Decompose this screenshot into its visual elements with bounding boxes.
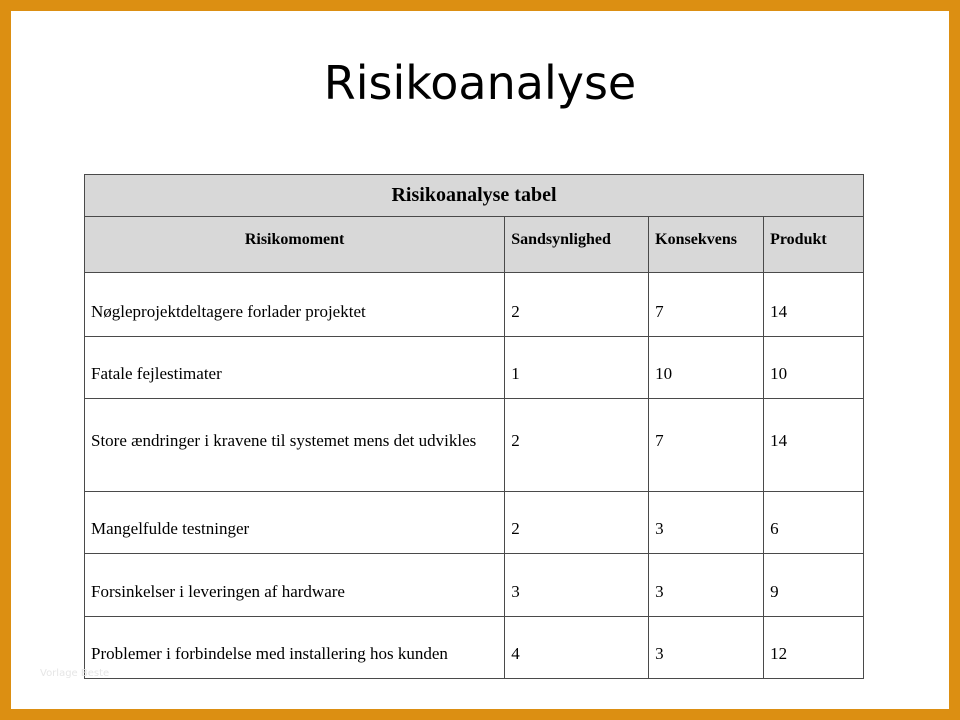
product-cell: 14 xyxy=(764,399,864,492)
product-cell: 10 xyxy=(764,337,864,399)
consequence-cell: 7 xyxy=(649,273,764,337)
risk-cell: Store ændringer i kravene til systemet mens det udvikles xyxy=(85,399,505,492)
risk-cell: Problemer i forbindelse med installering hos kunden xyxy=(85,617,505,679)
product-cell: 6 xyxy=(764,492,864,554)
table-row xyxy=(85,617,864,679)
consequence-cell: 7 xyxy=(649,399,764,492)
header-sandsynlighed: Sandsynlighed xyxy=(505,217,649,273)
product-cell: 12 xyxy=(764,617,864,679)
probability-cell: 2 xyxy=(505,399,649,492)
risk-table xyxy=(84,174,864,679)
consequence-cell: 3 xyxy=(649,554,764,617)
probability-cell: 3 xyxy=(505,554,649,617)
consequence-cell: 3 xyxy=(649,617,764,679)
table-row xyxy=(85,337,864,399)
header-konsekvens: Konsekvens xyxy=(649,217,764,273)
slide-title: Risikoanalyse xyxy=(323,56,637,110)
product-cell: 9 xyxy=(764,554,864,617)
probability-cell: 2 xyxy=(505,273,649,337)
header-produkt: Produkt xyxy=(764,217,864,273)
risk-cell: Nøgleprojektdeltagere forlader projektet xyxy=(85,273,505,337)
table-row xyxy=(85,273,864,337)
table-row xyxy=(85,399,864,492)
table-caption: Risikoanalyse tabel xyxy=(85,175,864,217)
probability-cell: 2 xyxy=(505,492,649,554)
table-caption-row xyxy=(85,175,864,217)
consequence-cell: 10 xyxy=(649,337,764,399)
risk-cell: Forsinkelser i leveringen af hardware xyxy=(85,554,505,617)
table-row xyxy=(85,492,864,554)
risk-cell: Mangelfulde testninger xyxy=(85,492,505,554)
table-row xyxy=(85,554,864,617)
probability-cell: 1 xyxy=(505,337,649,399)
consequence-cell: 3 xyxy=(649,492,764,554)
product-cell: 14 xyxy=(764,273,864,337)
table-header-row xyxy=(85,217,864,273)
risk-cell: Fatale fejlestimater xyxy=(85,337,505,399)
probability-cell: 4 xyxy=(505,617,649,679)
watermark-text: Vorlage Beste xyxy=(40,668,110,679)
header-risikomoment: Risikomoment xyxy=(85,217,505,273)
